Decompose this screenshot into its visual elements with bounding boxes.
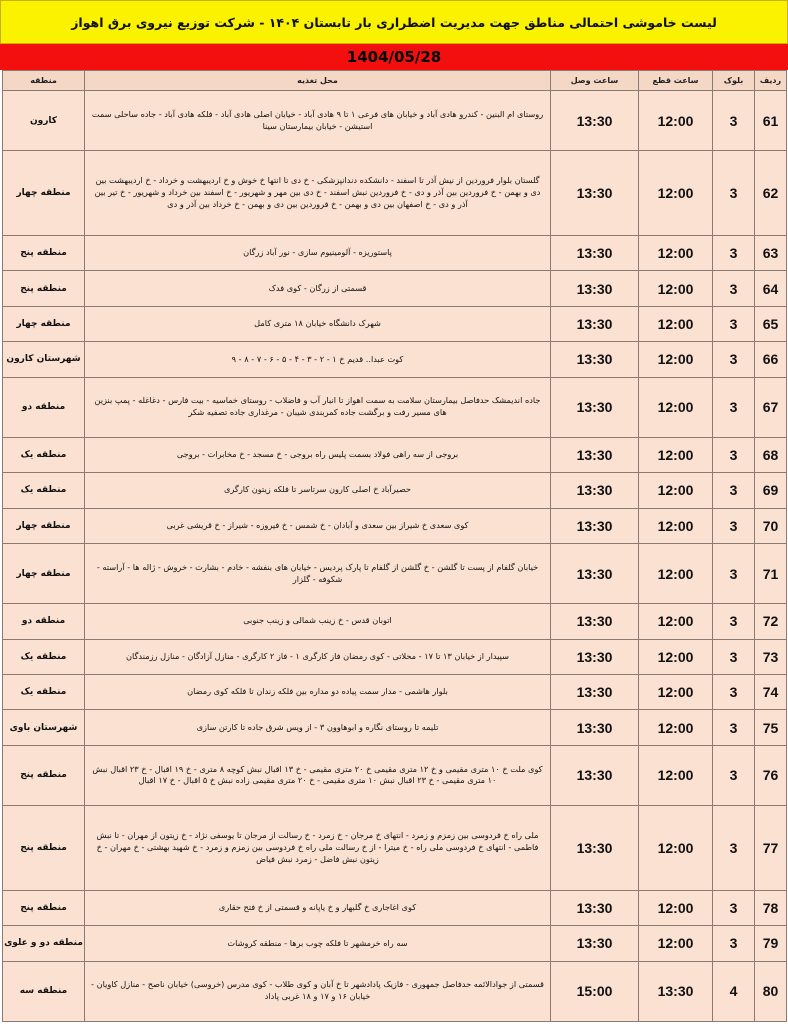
- table-row: [3, 639, 787, 674]
- row-number: 61: [755, 91, 787, 151]
- block-number: 3: [713, 235, 755, 270]
- connect-time: 13:30: [551, 639, 639, 674]
- outage-table: [2, 70, 787, 1022]
- block-number: 3: [713, 604, 755, 639]
- area-description: ملی راه خ فردوسی بین زمزم و زمرد - انتهای خ مرجان - خ زمرد - خ رسالت از مرجان تا یوسفی نژاد - خ زیتون از مهران - تا نبش فاطمی - انتهای خ فردوسی ملی راه - خ میترا - از خ رسالت ملی راه خ فردوسی بین زمزم و زمرد - خ شهید بهشتی - خ مهران - خ زیتون نبش فاضل - زمرد نبش فیاض: [85, 805, 551, 890]
- cut-time: 12:00: [639, 377, 713, 437]
- table-row: [3, 805, 787, 890]
- block-number: 3: [713, 473, 755, 508]
- table-row: [3, 508, 787, 543]
- row-number: 80: [755, 961, 787, 1021]
- block-number: 3: [713, 91, 755, 151]
- row-number: 71: [755, 544, 787, 604]
- region-name: منطقه پنج: [3, 235, 85, 270]
- area-description: کوی سعدی خ شیراز بین سعدی و آبادان - خ شمس - خ فیروزه - شیراز - خ قریشی غربی: [85, 508, 551, 543]
- connect-time: 13:30: [551, 805, 639, 890]
- connect-time: 13:30: [551, 473, 639, 508]
- row-number: 76: [755, 745, 787, 805]
- region-name: شهرستان باوی: [3, 710, 85, 745]
- connect-time: 13:30: [551, 91, 639, 151]
- connect-time: 13:30: [551, 745, 639, 805]
- row-number: 75: [755, 710, 787, 745]
- header-block: بلوک: [713, 71, 755, 91]
- header-radif: ردیف: [755, 71, 787, 91]
- block-number: 4: [713, 961, 755, 1021]
- area-description: گلستان بلوار فروردین از نیش آذر تا اسفند - دانشکده دندانپزشکی - خ دی تا انتها خ خوش و خ اردیبهشت و خرداد - خ اردیبهشت بین دی و بهمن - خ فروردین بین آذر و دی - خ فروردین نبش اسفند - خ دی بین مهر و شهریور - خ اسفند بین خرداد و شهریور - خ تیر بین آذر و دی - خ اصفهان بین دی و بهمن - خ فروردین بین دی و بهمن - خ خرداد بین آذر و دی: [85, 151, 551, 236]
- row-number: 66: [755, 342, 787, 377]
- cut-time: 12:00: [639, 710, 713, 745]
- connect-time: 13:30: [551, 890, 639, 925]
- area-description: پاستوریزه - آلومینیوم سازی - نور آباد زرگان: [85, 235, 551, 270]
- region-name: منطقه چهار: [3, 544, 85, 604]
- region-name: منطقه یک: [3, 437, 85, 472]
- area-description: قسمتی از زرگان - کوی فدک: [85, 271, 551, 306]
- table-row: [3, 745, 787, 805]
- region-name: منطقه دو: [3, 604, 85, 639]
- row-number: 69: [755, 473, 787, 508]
- area-description: سپیدار از خیابان ۱۳ تا ۱۷ - محلاتی - کوی رمضان فاز کارگری ۱ - فاز ۲ کارگری - منازل آزادگان - منازل رزمندگان: [85, 639, 551, 674]
- region-name: منطقه چهار: [3, 151, 85, 236]
- region-name: منطقه یک: [3, 473, 85, 508]
- cut-time: 12:00: [639, 437, 713, 472]
- cut-time: 12:00: [639, 745, 713, 805]
- connect-time: 13:30: [551, 926, 639, 961]
- region-name: منطقه دو و علوی: [3, 926, 85, 961]
- block-number: 3: [713, 926, 755, 961]
- row-number: 64: [755, 271, 787, 306]
- area-description: قسمتی از جوادالائمه حدفاصل جمهوری - فازیک پادادشهر تا خ آبان و کوی طلاب - کوی مدرس (خروسی) خیابان ناصح - منازل کاویان - خیابان ۱۶ و ۱۷ و ۱۸ غربی پاداد: [85, 961, 551, 1021]
- region-name: شهرستان کارون: [3, 342, 85, 377]
- cut-time: 12:00: [639, 805, 713, 890]
- table-row: [3, 675, 787, 710]
- region-name: منطقه چهار: [3, 508, 85, 543]
- cut-time: 12:00: [639, 926, 713, 961]
- block-number: 3: [713, 675, 755, 710]
- schedule-date: 1404/05/28: [0, 44, 788, 70]
- connect-time: 13:30: [551, 604, 639, 639]
- row-number: 65: [755, 306, 787, 341]
- area-description: جاده اندیمشک حدفاصل بیمارستان سلامت به سمت اهواز تا انبار آب و فاضلاب - روستای خماسیه - بیت فارس - دغاغله - پمپ بنزین های مسیر رفت و برگشت جاده کمربندی شیبان - مرغداری جاده تصفیه شکر: [85, 377, 551, 437]
- table-row: [3, 437, 787, 472]
- area-description: روستای ام البنین - کندرو هادی آباد و خیابان های فرعی ۱ تا ۹ هادی آباد - خیابان اصلی هادی آباد - فلکه هادی آباد - جاده ساحلی سمت استیشن - خیابان بیمارستان سینا: [85, 91, 551, 151]
- connect-time: 15:00: [551, 961, 639, 1021]
- area-description: تلیمه تا روستای نگاره و ابوهاوون ۳ - از ویس شرق جاده تا کارتن سازی: [85, 710, 551, 745]
- area-description: بروجی از سه راهی فولاد بسمت پلیس راه بروجی - خ مسجد - خ مخابرات - بروجی: [85, 437, 551, 472]
- region-name: منطقه پنج: [3, 805, 85, 890]
- row-number: 73: [755, 639, 787, 674]
- connect-time: 13:30: [551, 710, 639, 745]
- row-number: 77: [755, 805, 787, 890]
- block-number: 3: [713, 745, 755, 805]
- cut-time: 12:00: [639, 604, 713, 639]
- header-cut-time: ساعت قطع: [639, 71, 713, 91]
- header-connect-time: ساعت وصل: [551, 71, 639, 91]
- header-region: منطقه: [3, 71, 85, 91]
- region-name: منطقه پنج: [3, 745, 85, 805]
- table-row: [3, 710, 787, 745]
- block-number: 3: [713, 342, 755, 377]
- block-number: 3: [713, 306, 755, 341]
- region-name: منطقه پنج: [3, 890, 85, 925]
- table-header-row: [3, 71, 787, 91]
- block-number: 3: [713, 710, 755, 745]
- region-name: منطقه چهار: [3, 306, 85, 341]
- table-row: [3, 604, 787, 639]
- connect-time: 13:30: [551, 437, 639, 472]
- cut-time: 12:00: [639, 544, 713, 604]
- cut-time: 12:00: [639, 306, 713, 341]
- block-number: 3: [713, 377, 755, 437]
- connect-time: 13:30: [551, 544, 639, 604]
- row-number: 78: [755, 890, 787, 925]
- row-number: 74: [755, 675, 787, 710]
- row-number: 72: [755, 604, 787, 639]
- region-name: منطقه سه: [3, 961, 85, 1021]
- region-name: منطقه یک: [3, 639, 85, 674]
- row-number: 67: [755, 377, 787, 437]
- connect-time: 13:30: [551, 151, 639, 236]
- cut-time: 12:00: [639, 675, 713, 710]
- area-description: حصیرآباد خ اصلی کارون سرتاسر تا فلکه زیتون کارگری: [85, 473, 551, 508]
- block-number: 3: [713, 639, 755, 674]
- area-description: کوی اغاجاری خ گلبهار و خ یاپانه و قسمتی از خ فتح حقاری: [85, 890, 551, 925]
- cut-time: 12:00: [639, 342, 713, 377]
- table-row: [3, 961, 787, 1021]
- cut-time: 12:00: [639, 890, 713, 925]
- cut-time: 12:00: [639, 151, 713, 236]
- block-number: 3: [713, 437, 755, 472]
- block-number: 3: [713, 508, 755, 543]
- block-number: 3: [713, 271, 755, 306]
- table-row: [3, 151, 787, 236]
- row-number: 62: [755, 151, 787, 236]
- table-row: [3, 890, 787, 925]
- region-name: منطقه یک: [3, 675, 85, 710]
- row-number: 79: [755, 926, 787, 961]
- table-row: [3, 271, 787, 306]
- table-row: [3, 306, 787, 341]
- area-description: بلوار هاشمی - مدار سمت پیاده دو مداره بین فلکه زندان تا فلکه کوی رمضان: [85, 675, 551, 710]
- block-number: 3: [713, 890, 755, 925]
- cut-time: 12:00: [639, 91, 713, 151]
- table-row: [3, 473, 787, 508]
- connect-time: 13:30: [551, 271, 639, 306]
- area-description: اتوبان قدس - خ زینب شمالی و زینب جنوبی: [85, 604, 551, 639]
- area-description: خیابان گلفام از پست تا گلشن - خ گلشن از گلفام تا پارک پردیس - خیابان های بنفشه - خادم - بشارت - خروش - ژاله ها - آراسته - شکوفه - گلزار: [85, 544, 551, 604]
- area-description: کوت عبدا.. قدیم خ ۱ - ۲ - ۳ - ۴ - ۵ - ۶ - ۷ - ۸ - ۹: [85, 342, 551, 377]
- region-name: منطقه پنج: [3, 271, 85, 306]
- table-row: [3, 235, 787, 270]
- region-name: کارون: [3, 91, 85, 151]
- row-number: 63: [755, 235, 787, 270]
- area-description: کوی ملت خ ۱۰ متری مقیمی و خ ۱۲ متری مقیمی خ ۲۰ متری مقیمی - خ ۱۳ اقبال نبش کوچه ۸ متری - خ ۱۹ اقبال - خ ۲۳ اقبال نبش ۱۰ متری مقیمی - خ ۲۳ اقبال نبش ۱۰ متری مقیمی - خ ۲۰ متری مقیمی زاده نبش خ ۵ اقبال - خ ۱۷ اقبال: [85, 745, 551, 805]
- connect-time: 13:30: [551, 675, 639, 710]
- connect-time: 13:30: [551, 235, 639, 270]
- page-title: لیست خاموشی احتمالی مناطق جهت مدیریت اضطراری بار تابستان ۱۴۰۴ - شرکت توزیع نیروی برق اهواز: [0, 0, 788, 44]
- row-number: 70: [755, 508, 787, 543]
- cut-time: 12:00: [639, 271, 713, 306]
- cut-time: 12:00: [639, 508, 713, 543]
- connect-time: 13:30: [551, 306, 639, 341]
- area-description: شهرک دانشگاه خیابان ۱۸ متری کامل: [85, 306, 551, 341]
- cut-time: 12:00: [639, 473, 713, 508]
- block-number: 3: [713, 151, 755, 236]
- header-area: محل تغذیه: [85, 71, 551, 91]
- block-number: 3: [713, 544, 755, 604]
- row-number: 68: [755, 437, 787, 472]
- table-row: [3, 342, 787, 377]
- table-row: [3, 91, 787, 151]
- cut-time: 12:00: [639, 235, 713, 270]
- connect-time: 13:30: [551, 508, 639, 543]
- table-row: [3, 544, 787, 604]
- connect-time: 13:30: [551, 377, 639, 437]
- cut-time: 12:00: [639, 639, 713, 674]
- connect-time: 13:30: [551, 342, 639, 377]
- cut-time: 13:30: [639, 961, 713, 1021]
- region-name: منطقه دو: [3, 377, 85, 437]
- table-row: [3, 926, 787, 961]
- block-number: 3: [713, 805, 755, 890]
- table-row: [3, 377, 787, 437]
- area-description: سه راه خرمشهر تا فلکه چوب برها - منطقه کروشات: [85, 926, 551, 961]
